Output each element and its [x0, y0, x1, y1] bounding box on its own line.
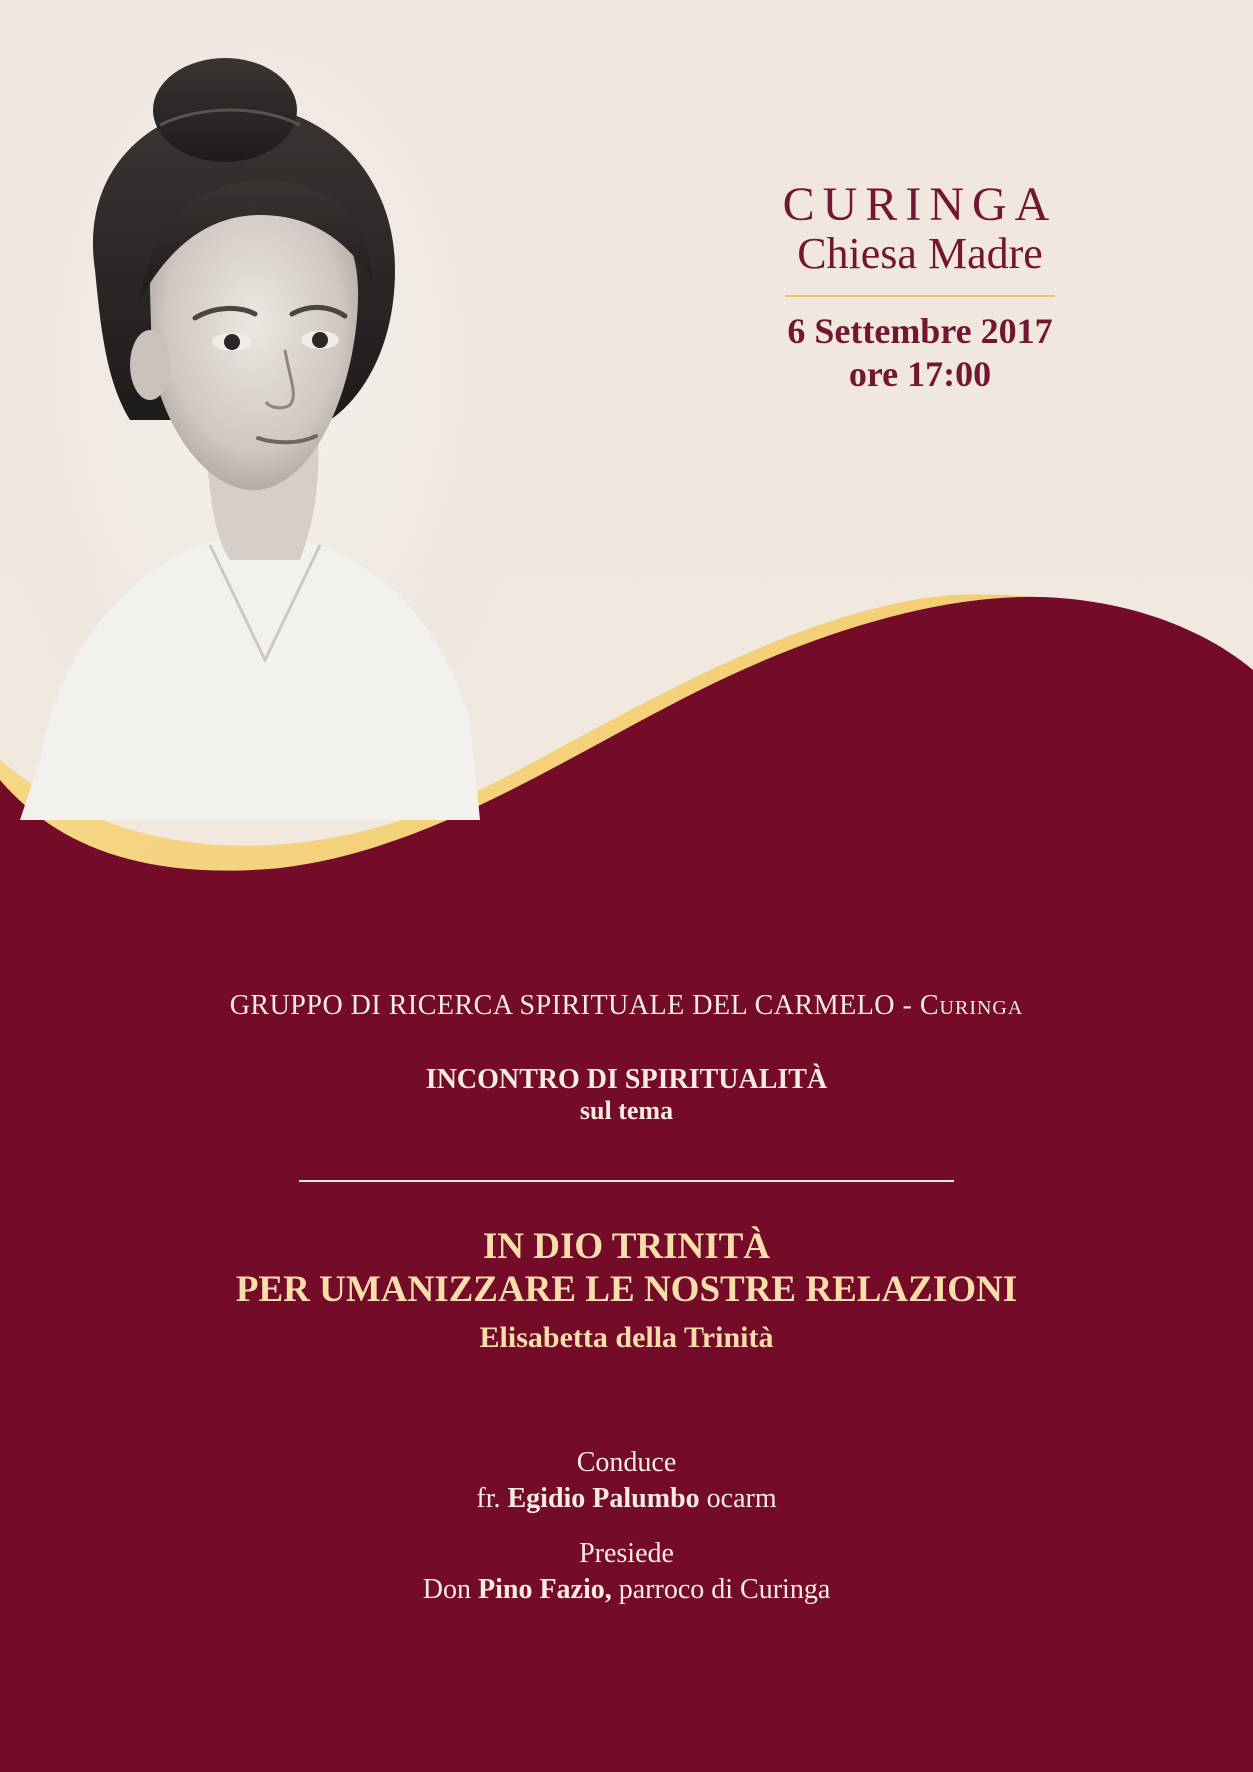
lead-role: Conduce: [576, 1447, 677, 1479]
venue-city: CURINGA: [782, 178, 1058, 231]
meeting-subtitle: sul tema: [579, 1096, 674, 1125]
theme-title-line2: PER UMANIZZARE LE NOSTRE RELAZIONI: [235, 1268, 1018, 1310]
section-divider: [299, 1180, 954, 1182]
chair-role: Presiede: [579, 1537, 674, 1569]
event-time: ore 17:00: [848, 354, 992, 395]
organizer: [0, 990, 1253, 1022]
chair-name: Pino Fazio,: [477, 1574, 612, 1606]
venue-divider: [785, 295, 1055, 297]
theme-author: Elisabetta della Trinità: [479, 1321, 774, 1355]
venue-block: [760, 180, 1080, 397]
theme-title-line1: IN DIO TRINITÀ: [482, 1226, 771, 1267]
credits: [0, 1445, 1253, 1609]
lead-suffix: ocarm: [706, 1483, 777, 1515]
chair-suffix: parroco di Curinga: [618, 1574, 831, 1606]
venue-name: Chiesa Madre: [797, 229, 1043, 279]
lead-name: Egidio Palumbo: [507, 1483, 700, 1515]
organizer-name: GRUPPO DI RICERCA SPIRITUALE DEL CARMELO -: [229, 990, 913, 1021]
chair-prefix: Don: [422, 1574, 471, 1606]
portrait-photo: [0, 0, 520, 820]
lead-prefix: fr.: [476, 1483, 501, 1515]
chair-person: [0, 1572, 1253, 1608]
meeting-type: INCONTRO DI SPIRITUALITÀ: [425, 1064, 828, 1095]
event-date: 6 Settembre 2017: [787, 310, 1053, 351]
lead-person: [0, 1481, 1253, 1517]
event-info: [0, 990, 1253, 1609]
organizer-town: Curinga: [919, 990, 1024, 1021]
